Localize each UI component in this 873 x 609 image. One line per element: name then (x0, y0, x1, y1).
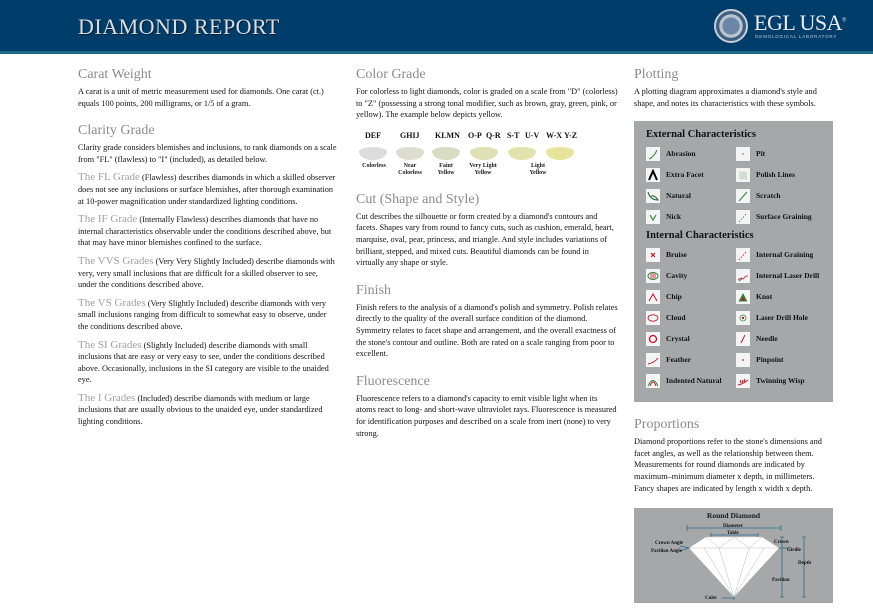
grade-i: The I Grades (Included) describe diamonds with medium or large inclusions that are usually obvious to the unaided eye, under standardized lighting conditions. (78, 391, 323, 427)
bruise-icon (646, 248, 660, 262)
carat-text: A carat is a unit of metric measurement used for diamonds. One carat (ct.) equals 100 points, 200 milligrams, or 1/5 of a gram. (78, 87, 324, 108)
column-right (634, 66, 834, 603)
symbol-laser-drill-hole: Laser Drill Hole (736, 310, 826, 325)
symbol-abrasion: Abrasion (646, 146, 736, 161)
cut-heading: Cut (Shape and Style) (356, 191, 480, 207)
cut-text: Cut describes the silhouette or form created by a diamond's contours and facets. Shapes vary from round to fancy cuts, such as cushion, emerald, heart, marquise, oval, pear, princess, and triangle. And style includes variations of brilliant, stepped, and mixed cuts. Beautiful diamonds can be found in virtually any shape or style. (356, 211, 614, 268)
symbol-knot: Knot (736, 289, 826, 304)
symbol-internal-graining: Internal Graining (736, 247, 826, 262)
knot-icon (736, 290, 750, 304)
plotting-section (634, 66, 834, 402)
pit-icon (736, 147, 750, 161)
fluorescence-text: Fluorescence refers to a diamond's capacity to emit visible light when its atoms react to long- and short-wave ultraviolet rays. Fluorescence is measured for identification purposes and described on a scale from inert (none) to very strong. (356, 393, 617, 438)
surface-graining-icon (736, 210, 750, 224)
scratch-icon (736, 189, 750, 203)
diamond-gem-icon (470, 147, 498, 160)
internal-graining-icon (736, 248, 750, 262)
label-crown-angle: Crown Angle (655, 541, 684, 547)
column-left (78, 66, 338, 441)
scale-desc-near-colorless: Near Colorless (398, 162, 422, 176)
logo-text: EGL USA® (754, 10, 847, 35)
needle-icon (736, 332, 750, 346)
round-diamond-diagram (634, 508, 833, 603)
page-title: DIAMOND REPORT (78, 14, 280, 39)
symbol-indented-natural: Indented Natural (646, 373, 736, 388)
label-diameter: Diameter (723, 524, 743, 530)
feather-icon (646, 353, 660, 367)
chip-icon (646, 290, 660, 304)
column-middle (356, 66, 618, 452)
color-text: For colorless to light diamonds, color is graded on a scale from "D" (colorless) to "Z" (possessing a strong tonal modifier, such as brown, gray, green, pink, or yellow). The example below depicts yellow. (356, 87, 618, 120)
label-pavilion-angle: Pavilion Angle (651, 549, 682, 555)
grade-fl: The FL Grade (Flawless) describes diamonds in which a skilled observer does not see any inclusions or surface blemishes, after thorough examination at 10-power magnification under standardized lighting conditions. (78, 171, 336, 206)
extra-facet-icon (646, 168, 660, 182)
internal-heading: Internal Characteristics (646, 230, 754, 242)
label-girdle: Girdle (787, 548, 801, 554)
clarity-heading: Clarity Grade (78, 123, 155, 139)
carat-section (78, 66, 338, 109)
color-heading: Color Grade (356, 67, 426, 82)
scale-desc-faint-yellow: Faint Yellow (437, 162, 455, 176)
scale-label: W-X (546, 130, 563, 140)
plotting-heading: Plotting (634, 67, 679, 82)
fluorescence-section (356, 373, 618, 439)
clarity-section (78, 122, 338, 427)
proportions-heading: Proportions (634, 417, 700, 433)
proportions-section (634, 416, 834, 603)
symbol-natural: Natural (646, 188, 736, 203)
egl-seal-icon (714, 9, 748, 43)
scale-desc-colorless: Colorless (362, 162, 386, 169)
natural-icon (646, 189, 660, 203)
diamond-gem-icon (359, 147, 387, 160)
symbol-cavity: Cavity (646, 268, 736, 283)
label-table: Table (727, 531, 739, 537)
symbol-twinning-wisp: Twinning Wisp (736, 373, 826, 388)
color-scale (356, 131, 582, 175)
scale-label: KLMN (435, 130, 460, 140)
diamond-gem-icon (546, 147, 574, 160)
scale-label: Q-R (486, 130, 501, 140)
symbol-feather: Feather (646, 352, 736, 367)
scale-label: O-P (468, 130, 482, 140)
color-section (356, 66, 618, 175)
symbol-polish-lines: Polish Lines (736, 167, 826, 182)
symbol-pit: Pit (736, 146, 826, 161)
grade-si: The SI Grades (Slightly Included) describe diamonds with small inclusions that are easy or very easy to see, under the conditions described above. Occasionally, inclusions in the SI category are visible to the unaided eye. (78, 338, 329, 385)
cut-section (356, 191, 618, 269)
pinpoint-icon (736, 353, 750, 367)
finish-heading: Finish (356, 282, 392, 298)
symbol-pinpoint: Pinpoint (736, 352, 826, 367)
laser-drill-hole-icon (736, 311, 750, 325)
diamond-gem-icon (396, 147, 424, 160)
symbol-chip: Chip (646, 289, 736, 304)
diamond-gem-icon (432, 147, 460, 160)
scale-label: GHIJ (400, 130, 420, 140)
scale-label: S-T (507, 130, 520, 140)
symbol-nick: Nick (646, 209, 736, 224)
carat-heading: Carat Weight (78, 67, 152, 82)
label-crown: Crown (774, 540, 789, 546)
grade-vvs: The VVS Grades (Very Very Slightly Included) describe diamonds with very, very small inclusions that are difficult for a skilled observer to see, under the conditions described above. (78, 254, 335, 290)
cloud-icon (646, 311, 660, 325)
external-heading: External Characteristics (646, 129, 756, 141)
internal-symbols (646, 247, 821, 388)
abrasion-icon (646, 147, 660, 161)
polish-lines-icon (736, 168, 750, 182)
finish-section (356, 282, 618, 360)
symbol-crystal: Crystal (646, 331, 736, 346)
symbol-extra-facet: Extra Facet (646, 167, 736, 182)
cavity-icon (646, 269, 660, 283)
label-culet: Culet (705, 596, 717, 602)
twinning-wisp-icon (736, 374, 750, 388)
diagram-title: Round Diamond (706, 511, 761, 521)
symbol-cloud: Cloud (646, 310, 736, 325)
plotting-text: A plotting diagram approximates a diamond's style and shape, and notes its characteristics with these symbols. (634, 87, 817, 108)
clarity-intro: Clarity grade considers blemishes and inclusions, to rank diamonds on a scale from "FL" (flawless) to "I" (included), as detailed below. (78, 143, 337, 164)
symbol-needle: Needle (736, 331, 826, 346)
symbol-scratch: Scratch (736, 188, 826, 203)
egl-logo (714, 9, 864, 45)
diamond-gem-icon (508, 147, 536, 160)
fluorescence-heading: Fluorescence (356, 373, 430, 389)
internal-laser-drill-icon (736, 269, 750, 283)
symbol-internal-laser-drill: Internal Laser Drill (736, 268, 826, 283)
external-symbols (646, 146, 821, 224)
plotting-symbols-box (634, 121, 833, 402)
grade-if: The IF Grade (Internally Flawless) describes diamonds that have no internal characteristics observable under the conditions described above, but that may have minor blemishes confined to the surface. (78, 213, 332, 248)
label-depth: Depth (798, 561, 812, 567)
finish-text: Finish refers to the analysis of a diamond's polish and symmetry. Polish relates directly to the quality of the overall surface condition of the diamond. Symmetry relates to facet shape and arrangement, and the overall exactness of the stone's contour and outline. Both are rated on a scale ranging from poor to excellent. (356, 302, 618, 359)
indented-natural-icon (646, 374, 660, 388)
report-header (0, 0, 873, 54)
nick-icon (646, 210, 660, 224)
scale-label: DEF (365, 130, 381, 140)
logo-subtitle: GEMOLOGICAL LABORATORY (755, 34, 838, 39)
scale-desc-light-yellow: Light Yellow (529, 162, 547, 176)
round-diamond-icon (634, 508, 833, 603)
scale-label: U-V (525, 130, 540, 140)
symbol-surface-graining: Surface Graining (736, 209, 826, 224)
proportions-text: Diamond proportions refer to the stone's dimensions and facet angles, as well as the relationship between them. Measurements for round diamonds are indicated by maximum–minimum diameter x depth, in millimeters. Fancy shapes are indicated by length x width x depth. (634, 437, 822, 493)
symbol-bruise: Bruise (646, 247, 736, 262)
crystal-icon (646, 332, 660, 346)
label-pavilion: Pavilion (772, 578, 790, 584)
grade-vs: The VS Grades (Very Slightly Included) describe diamonds with very small inclusions ranging from difficult to somewhat easy to observe, under the conditions described above. (78, 296, 327, 331)
scale-label: Y-Z (564, 130, 578, 140)
scale-desc-very-light-yellow: Very Light Yellow (469, 162, 497, 176)
